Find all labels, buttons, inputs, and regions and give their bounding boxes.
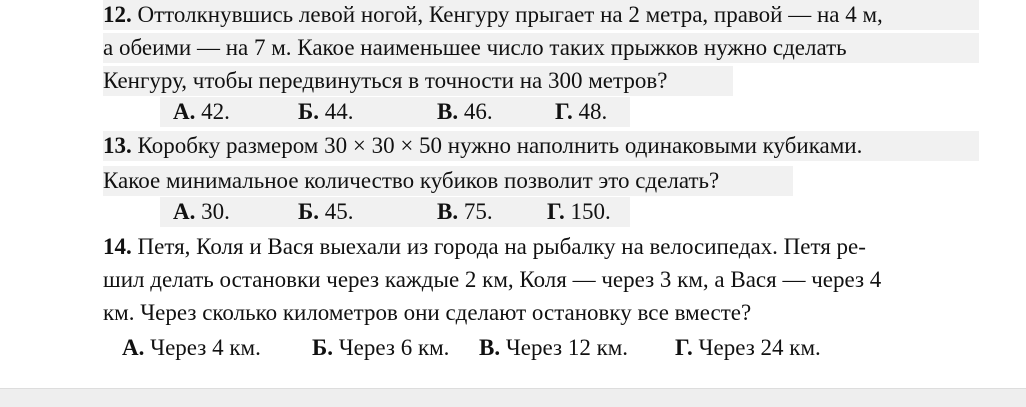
problem-14-text-2: шил делать остановки через каждые 2 км, Коля — через 3 км, а Вася — через 4 (103, 267, 882, 292)
problem-13-number: 13. (103, 133, 132, 158)
problem-14-options (122, 333, 882, 363)
problem-14-line-1 (103, 232, 866, 262)
problem-14-option-a: А. Через 4 км. (122, 335, 261, 360)
problem-12-line-3 (103, 66, 733, 96)
problem-12-option-a: А. 42. (173, 99, 230, 124)
problem-12-text-1: Оттолкнувшись левой ногой, Кенгуру прыгает на 2 метра, правой — на 4 м, (137, 2, 883, 27)
problem-13-text-1: Коробку размером 30 × 30 × 50 нужно наполнить одинаковыми кубиками. (137, 133, 863, 158)
problem-13-option-c: В. 75. (437, 199, 493, 224)
problem-14-line-2 (103, 265, 881, 295)
problem-14-text-1: Петя, Коля и Вася выехали из города на рыбалку на велосипедах. Петя ре- (137, 234, 866, 259)
problem-13-line-2 (103, 166, 793, 196)
problem-12-number: 12. (103, 2, 132, 27)
problem-13-options (160, 197, 630, 227)
problem-12-line-1 (103, 0, 979, 30)
problem-13-text-2: Какое минимальное количество кубиков позволит это сделать? (103, 168, 720, 193)
problem-13-option-b: Б. 45. (298, 199, 354, 224)
problem-13-line-1 (103, 131, 979, 161)
problem-14-text-3: км. Через сколько километров они сделают остановку все вместе? (103, 300, 752, 325)
problem-14-option-d: Г. Через 24 км. (675, 335, 821, 360)
problem-14-line-3 (103, 298, 751, 328)
problem-14-option-c: В. Через 12 км. (479, 335, 629, 360)
problem-12-text-3: Кенгуру, чтобы передвинуться в точности на 300 метров? (103, 68, 668, 93)
problem-14-number: 14. (103, 234, 132, 259)
problem-13-option-a: А. 30. (173, 199, 230, 224)
page-bottom-edge (0, 388, 1026, 407)
problem-13-option-d: Г. 150. (547, 199, 611, 224)
problem-12-option-c: В. 46. (437, 99, 493, 124)
problem-12-option-d: Г. 48. (555, 99, 608, 124)
problem-12-options (160, 97, 630, 127)
problem-12-option-b: Б. 44. (298, 99, 354, 124)
problem-12-line-2 (103, 33, 979, 63)
problem-12-text-2: а обеими — на 7 м. Какое наименьшее число таких прыжков нужно сделать (103, 35, 847, 60)
problem-14-option-b: Б. Через 6 км. (312, 335, 450, 360)
